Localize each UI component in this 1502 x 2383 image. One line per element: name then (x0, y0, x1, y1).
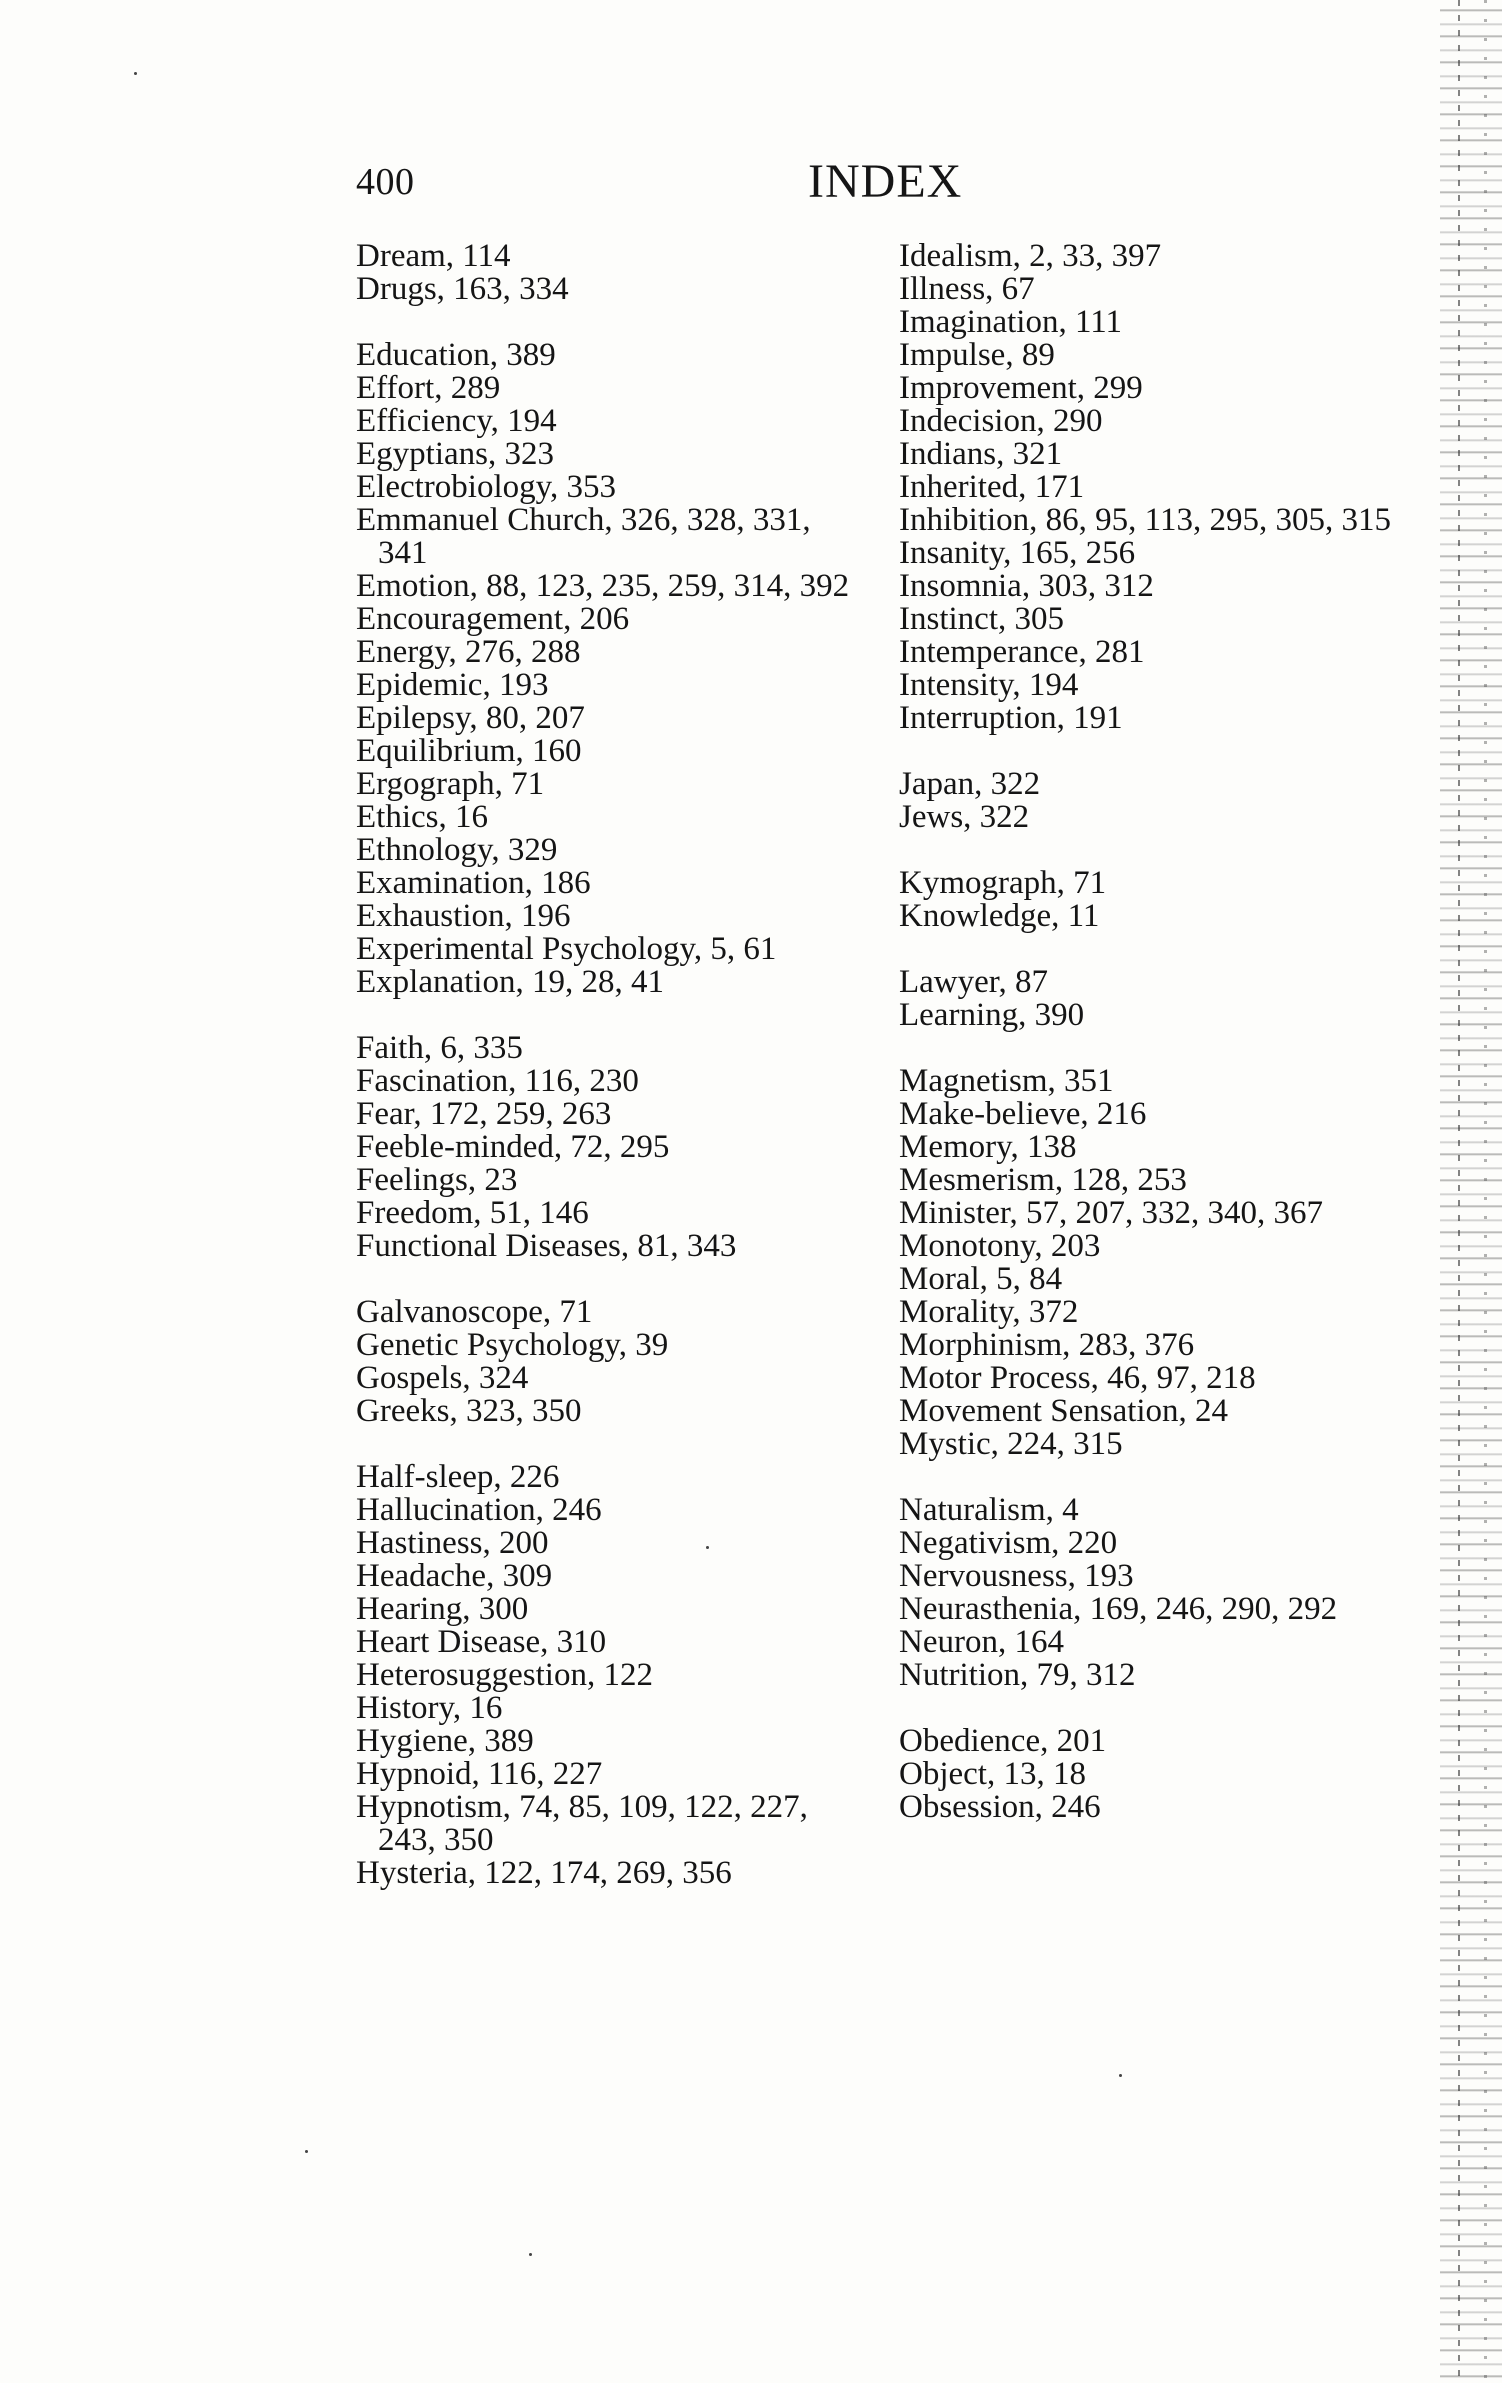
index-entry: Drugs, 163, 334 (356, 271, 569, 307)
index-entry: Feelings, 23 (356, 1162, 518, 1198)
index-entry: Gospels, 324 (356, 1360, 529, 1396)
index-entry: Freedom, 51, 146 (356, 1195, 589, 1231)
index-entry: Monotony, 203 (899, 1228, 1101, 1264)
index-entry: Ergograph, 71 (356, 766, 545, 802)
index-entry: Intemperance, 281 (899, 634, 1145, 670)
index-entry: Greeks, 323, 350 (356, 1393, 582, 1429)
scan-speck (1119, 2074, 1122, 2077)
index-entry: Lawyer, 87 (899, 964, 1048, 1000)
index-entry: Examination, 186 (356, 865, 591, 901)
index-entry: Obsession, 246 (899, 1789, 1101, 1825)
index-entry: Insomnia, 303, 312 (899, 568, 1154, 604)
index-entry: Minister, 57, 207, 332, 340, 367 (899, 1195, 1324, 1231)
index-entry: Japan, 322 (899, 766, 1041, 802)
index-entry: Neuron, 164 (899, 1624, 1064, 1660)
index-entry: Nervousness, 193 (899, 1558, 1134, 1594)
index-entry: Half-sleep, 226 (356, 1459, 560, 1495)
index-entry: Education, 389 (356, 337, 556, 373)
index-letter-group (356, 339, 866, 999)
index-entry: Magnetism, 351 (899, 1063, 1114, 1099)
index-entry: Equilibrium, 160 (356, 733, 582, 769)
index-letter-group (899, 768, 1419, 834)
index-entry: Functional Diseases, 81, 343 (356, 1228, 737, 1264)
index-entry: Illness, 67 (899, 271, 1035, 307)
index-entry: Hygiene, 389 (356, 1723, 534, 1759)
index-entry: Hypnoid, 116, 227 (356, 1756, 603, 1792)
index-entry: Memory, 138 (899, 1129, 1077, 1165)
index-entry: Insanity, 165, 256 (899, 535, 1136, 571)
index-entry: Inherited, 171 (899, 469, 1085, 505)
index-entry: Epidemic, 193 (356, 667, 549, 703)
index-entry: Dream, 114 (356, 238, 511, 274)
index-entry: Movement Sensation, 24 (899, 1393, 1229, 1429)
index-entry: Emotion, 88, 123, 235, 259, 314, 392 (356, 568, 850, 604)
index-letter-group (899, 1494, 1419, 1692)
index-letter-group (356, 1461, 866, 1890)
index-entry: Interruption, 191 (899, 700, 1123, 736)
index-entry: Explanation, 19, 28, 41 (356, 964, 664, 1000)
index-entry: Hysteria, 122, 174, 269, 356 (356, 1855, 732, 1891)
index-entry: Object, 13, 18 (899, 1756, 1086, 1792)
index-letter-group (356, 1032, 866, 1263)
index-entry: Morphinism, 283, 376 (899, 1327, 1195, 1363)
index-entry: Hypnotism, 74, 85, 109, 122, 227, 243, 350 (356, 1789, 808, 1858)
index-entry: Naturalism, 4 (899, 1492, 1079, 1528)
index-entry: Morality, 372 (899, 1294, 1079, 1330)
index-entry: Emmanuel Church, 326, 328, 331, 341 (356, 502, 811, 571)
index-entry: Indecision, 290 (899, 403, 1103, 439)
index-entry: Ethnology, 329 (356, 832, 558, 868)
index-entry: Kymograph, 71 (899, 865, 1107, 901)
index-entry: Mystic, 224, 315 (899, 1426, 1123, 1462)
index-entry: Hearing, 300 (356, 1591, 529, 1627)
running-title: INDEX (808, 155, 963, 208)
index-entry: Indians, 321 (899, 436, 1063, 472)
index-entry: Encouragement, 206 (356, 601, 630, 637)
index-entry: Exhaustion, 196 (356, 898, 571, 934)
index-entry: Feeble-minded, 72, 295 (356, 1129, 670, 1165)
index-entry: Galvanoscope, 71 (356, 1294, 593, 1330)
index-entry: Faith, 6, 335 (356, 1030, 523, 1066)
index-entry: Motor Process, 46, 97, 218 (899, 1360, 1256, 1396)
index-entry: Heterosuggestion, 122 (356, 1657, 653, 1693)
index-entry: Intensity, 194 (899, 667, 1079, 703)
index-column-right (899, 240, 1419, 1824)
index-entry: Hallucination, 246 (356, 1492, 602, 1528)
scan-speck (305, 2150, 308, 2153)
index-entry: Egyptians, 323 (356, 436, 554, 472)
index-entry: Ethics, 16 (356, 799, 488, 835)
index-entry: Efficiency, 194 (356, 403, 557, 439)
index-entry: Headache, 309 (356, 1558, 553, 1594)
index-entry: Improvement, 299 (899, 370, 1143, 406)
index-entry: Imagination, 111 (899, 304, 1123, 340)
index-entry: Instinct, 305 (899, 601, 1064, 637)
index-entry: Epilepsy, 80, 207 (356, 700, 585, 736)
scan-speck (529, 2253, 532, 2256)
index-letter-group (356, 240, 866, 306)
index-entry: Electrobiology, 353 (356, 469, 616, 505)
index-entry: Knowledge, 11 (899, 898, 1100, 934)
index-entry: Mesmerism, 128, 253 (899, 1162, 1187, 1198)
index-entry: Experimental Psychology, 5, 61 (356, 931, 777, 967)
index-letter-group (899, 1065, 1419, 1461)
index-entry: Idealism, 2, 33, 397 (899, 238, 1162, 274)
page-edge-shadow (1440, 0, 1502, 2383)
index-entry: History, 16 (356, 1690, 503, 1726)
index-entry: Neurasthenia, 169, 246, 290, 292 (899, 1591, 1338, 1627)
index-letter-group (356, 1296, 866, 1428)
index-entry: Make-believe, 216 (899, 1096, 1147, 1132)
index-entry: Negativism, 220 (899, 1525, 1118, 1561)
index-entry: Jews, 322 (899, 799, 1030, 835)
index-entry: Nutrition, 79, 312 (899, 1657, 1136, 1693)
index-entry: Learning, 390 (899, 997, 1085, 1033)
page-header (356, 146, 986, 210)
index-entry: Energy, 276, 288 (356, 634, 581, 670)
index-entry: Impulse, 89 (899, 337, 1055, 373)
index-entry: Heart Disease, 310 (356, 1624, 607, 1660)
index-entry: Moral, 5, 84 (899, 1261, 1063, 1297)
index-entry: Fascination, 116, 230 (356, 1063, 639, 1099)
page-number: 400 (356, 161, 415, 203)
index-letter-group (899, 867, 1419, 933)
index-entry: Fear, 172, 259, 263 (356, 1096, 612, 1132)
index-letter-group (899, 1725, 1419, 1824)
index-letter-group (899, 966, 1419, 1032)
index-column-left (356, 240, 866, 1890)
index-letter-group (899, 240, 1419, 735)
scan-speck (134, 72, 137, 75)
index-entry: Obedience, 201 (899, 1723, 1107, 1759)
index-entry: Hastiness, 200 (356, 1525, 549, 1561)
index-entry: Inhibition, 86, 95, 113, 295, 305, 315 (899, 502, 1391, 538)
index-entry: Genetic Psychology, 39 (356, 1327, 669, 1363)
index-entry: Effort, 289 (356, 370, 501, 406)
